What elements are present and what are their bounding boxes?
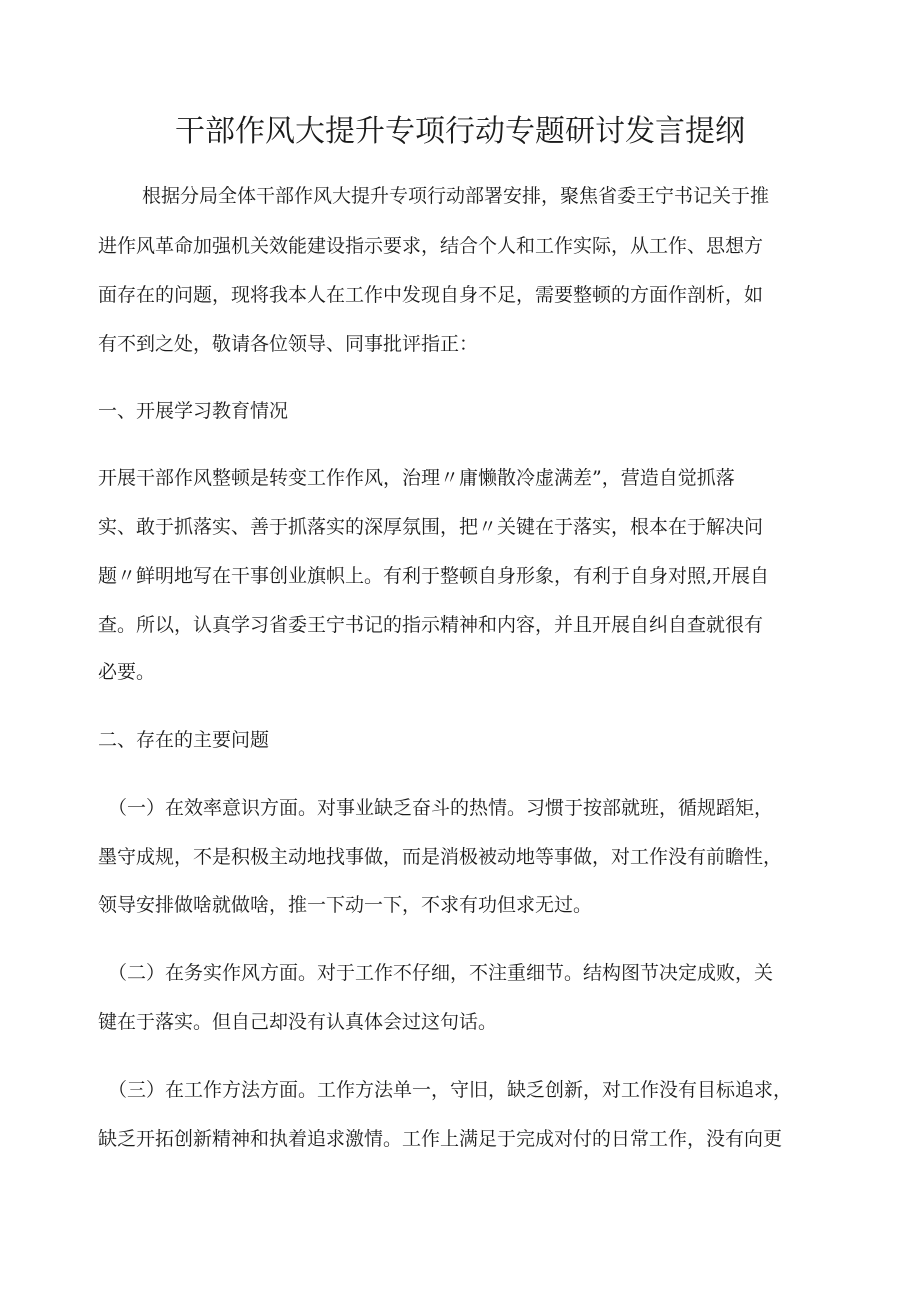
item2-line-1: （二）在务实作风方面。对于工作不仔细，不注重细节。结构图节决定成败，关 xyxy=(108,962,774,984)
item2-line-2: 键在于落实。但自己却没有认真体会过这句话。 xyxy=(98,1011,498,1033)
section1-line-1: 开展干部作风整顿是转变工作作风，治理〃庸懒散冷虚满差”，营造自觉抓落 xyxy=(98,467,735,489)
section1-line-4: 查。所以，认真学习省委王宁书记的指示精神和内容，并且开展自纠自查就很有 xyxy=(98,614,764,636)
section1-line-3: 题〃鲜明地写在干事创业旗帜上。有利于整顿自身形象，有利于自身对照,开展自 xyxy=(98,565,770,587)
item1-line-1: （一）在效率意识方面。对事业缺乏奋斗的热情。习惯于按部就班，循规蹈矩， xyxy=(108,797,774,819)
document-title: 干部作风大提升专项行动专题研讨发言提纲 xyxy=(175,114,745,149)
item1-line-2: 墨守成规，不是积极主动地找事做，而是消极被动地等事做，对工作没有前瞻性， xyxy=(98,846,783,868)
item3-line-1: （三）在工作方法方面。工作方法单一，守旧，缺乏创新，对工作没有目标追求， xyxy=(108,1079,793,1101)
intro-line-1: 根据分局全体干部作风大提升专项行动部署安排，聚焦省委王宁书记关于推 xyxy=(142,185,770,207)
intro-line-3: 面存在的问题，现将我本人在工作中发现自身不足，需要整顿的方面作剖析，如 xyxy=(98,284,764,306)
item1-line-3: 领导安排做啥就做啥，推一下动一下，不求有功但求无过。 xyxy=(98,894,593,916)
section1-line-2: 实、敢于抓落实、善于抓落实的深厚氛围，把〃关键在于落实，根本在于解决问 xyxy=(98,516,764,538)
intro-line-2: 进作风革命加强机关效能建设指示要求，结合个人和工作实际，从工作、思想方 xyxy=(98,235,764,257)
section1-heading: 一、开展学习教育情况 xyxy=(98,400,289,422)
item3-line-2: 缺乏开拓创新精神和执着追求激情。工作上满足于完成对付的日常工作，没有向更 xyxy=(98,1128,783,1150)
intro-line-4: 有不到之处，敬请各位领导、同事批评指正： xyxy=(98,333,479,355)
section2-heading: 二、存在的主要问题 xyxy=(98,729,270,751)
section1-line-5: 必要。 xyxy=(98,661,156,683)
